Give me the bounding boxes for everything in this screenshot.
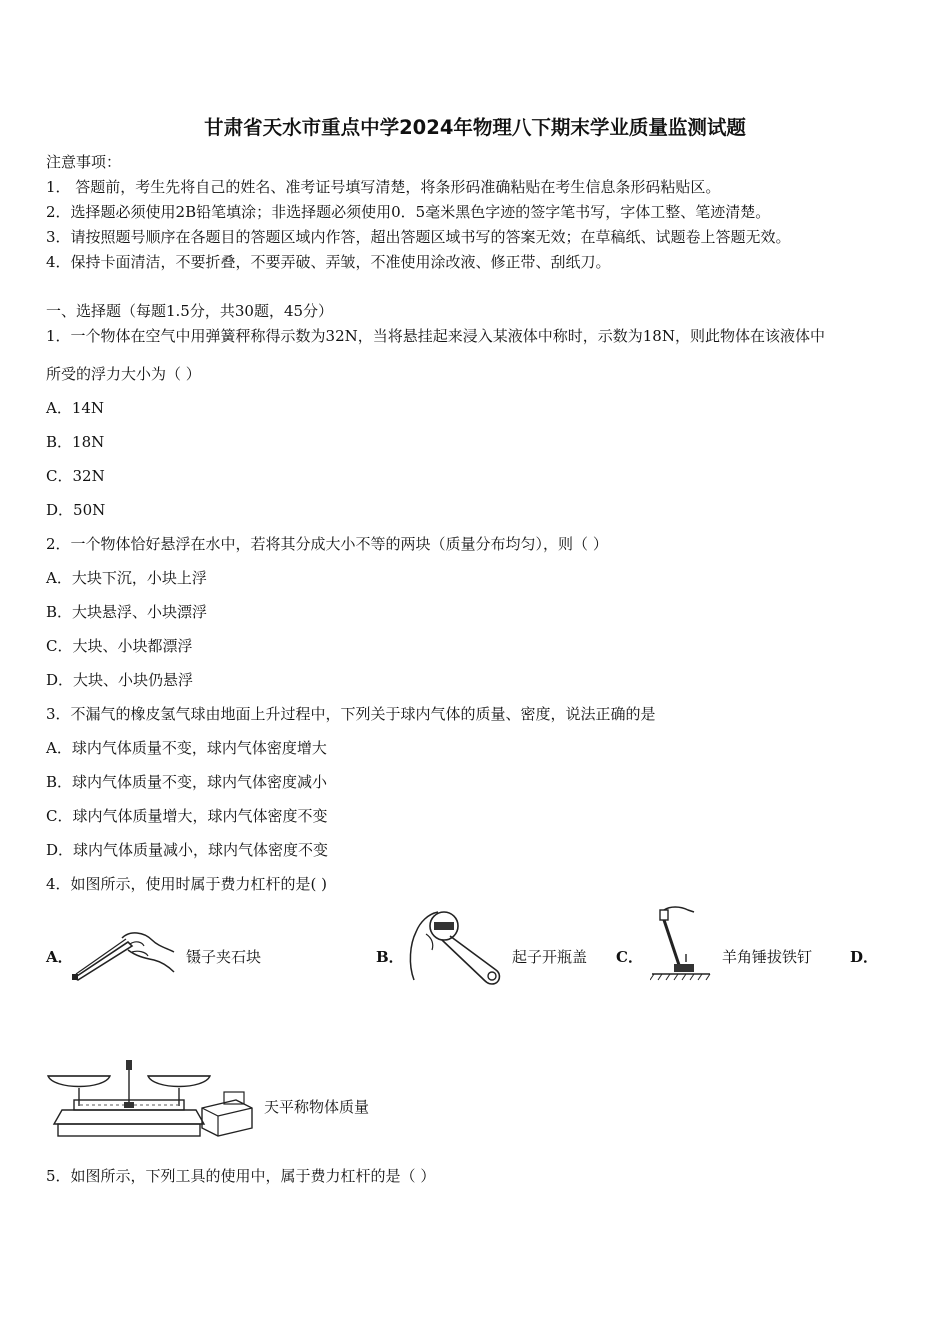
q4-stem: 4．如图所示，使用时属于费力杠杆的是( ) <box>46 875 328 893</box>
q2-stem: 2．一个物体恰好悬浮在水中，若将其分成大小不等的两块（质量分布均匀），则（ ） <box>46 535 608 553</box>
q1-option-a: A．14N <box>46 399 105 417</box>
q4-option-a-caption: 镊子夹石块 <box>186 948 262 966</box>
q1-option-c: C．32N <box>46 467 105 485</box>
q2-option-b: B．大块悬浮、小块漂浮 <box>46 603 208 621</box>
q4-option-a-letter: A． <box>46 948 73 966</box>
q2-option-d: D．大块、小块仍悬浮 <box>46 671 194 689</box>
q3-option-a: A．球内气体质量不变，球内气体密度增大 <box>46 739 327 757</box>
q1-stem-line1: 1．一个物体在空气中用弹簧秤称得示数为32N，当将悬挂起来浸入某液体中称时，示数为18N，则此物体在该液体中 <box>46 327 825 345</box>
notice-item: 1． 答题前，考生先将自己的姓名、准考证号填写清楚，将条形码准确粘贴在考生信息条形码粘贴区。 <box>46 178 721 196</box>
q4-option-d-caption: 天平称物体质量 <box>264 1098 370 1116</box>
q1-stem-line2: 所受的浮力大小为（ ） <box>46 365 201 383</box>
q4-option-b-caption: 起子开瓶盖 <box>512 948 588 966</box>
q1-option-b: B．18N <box>46 433 105 451</box>
q3-option-d: D．球内气体质量减小，球内气体密度不变 <box>46 841 329 859</box>
q5-stem: 5．如图所示，下列工具的使用中，属于费力杠杆的是（ ） <box>46 1167 436 1185</box>
notice-item: 2．选择题必须使用2B铅笔填涂；非选择题必须使用0．5毫米黑色字迹的签字笔书写，字体工整、笔迹清楚。 <box>46 203 771 221</box>
q3-option-b: B．球内气体质量不变，球内气体密度减小 <box>46 773 328 791</box>
balance-scale-icon <box>44 1058 258 1142</box>
q2-option-a: A．大块下沉，小块上浮 <box>46 569 207 587</box>
tweezers-icon <box>70 928 180 982</box>
claw-hammer-icon <box>650 904 712 984</box>
q1-option-d: D．50N <box>46 501 106 519</box>
q4-option-d-letter: D． <box>850 948 879 966</box>
q3-stem: 3．不漏气的橡皮氢气球由地面上升过程中，下列关于球内气体的质量、密度，说法正确的是 <box>46 705 656 723</box>
notice-heading: 注意事项： <box>46 153 122 171</box>
q4-option-c-letter: C． <box>616 948 643 966</box>
q4-option-b-letter: B． <box>376 948 404 966</box>
page-title: 甘肃省天水市重点中学2024年物理八下期末学业质量监测试题 <box>204 116 746 139</box>
bottle-opener-icon <box>404 904 508 986</box>
notice-item: 3．请按照题号顺序在各题目的答题区域内作答，超出答题区域书写的答案无效；在草稿纸、试题卷上答题无效。 <box>46 228 791 246</box>
q2-option-c: C．大块、小块都漂浮 <box>46 637 193 655</box>
q4-option-c-caption: 羊角锤拔铁钉 <box>722 948 813 966</box>
q3-option-c: C．球内气体质量增大，球内气体密度不变 <box>46 807 328 825</box>
notice-item: 4．保持卡面清洁，不要折叠，不要弄破、弄皱，不准使用涂改液、修正带、刮纸刀。 <box>46 253 611 271</box>
section-heading: 一、选择题（每题1.5分，共30题，45分） <box>46 302 334 320</box>
